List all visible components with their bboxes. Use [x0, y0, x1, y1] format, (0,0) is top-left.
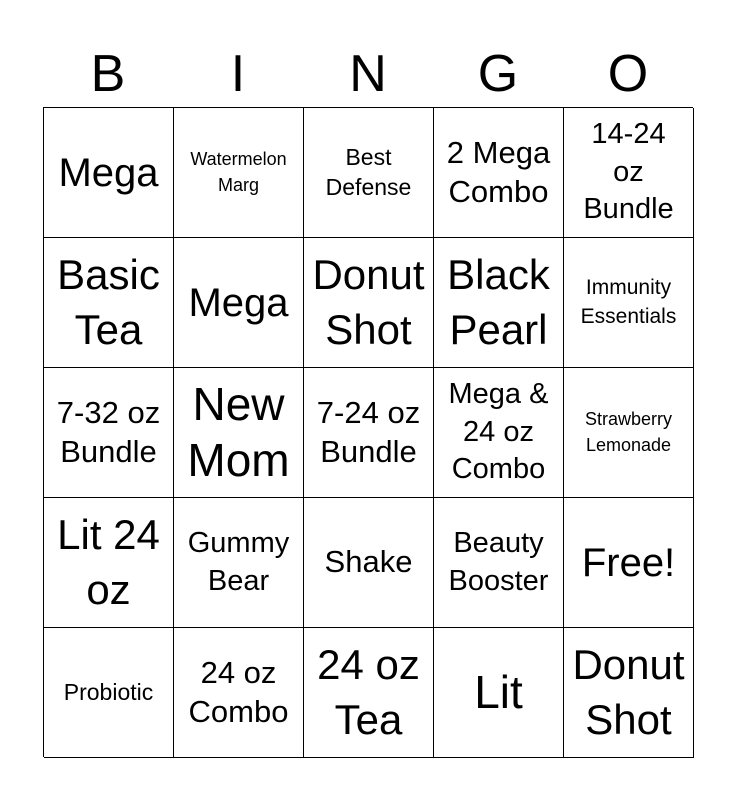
- bingo-cell[interactable]: [564, 368, 694, 498]
- header-letter-o: O: [607, 45, 649, 103]
- bingo-cell[interactable]: [434, 108, 564, 238]
- header-letter-n: N: [349, 45, 387, 103]
- bingo-cell[interactable]: [434, 368, 564, 498]
- bingo-cell[interactable]: [304, 108, 434, 238]
- cell-text: Donut Shot: [312, 250, 425, 353]
- bingo-cell[interactable]: [174, 368, 304, 498]
- cell-text: 24 oz Combo: [188, 654, 289, 729]
- cell-text: Gummy Bear: [187, 526, 290, 597]
- header-letter-g: G: [477, 45, 519, 103]
- cell-text: 7-32 oz Bundle: [56, 394, 161, 469]
- header-letter-b: B: [90, 45, 126, 103]
- cell-text: Mega & 24 oz Combo: [448, 377, 549, 486]
- bingo-cell[interactable]: [304, 628, 434, 758]
- cell-text: Mega: [58, 150, 159, 195]
- cell-text: Mega: [188, 280, 289, 325]
- bingo-cell[interactable]: [434, 628, 564, 758]
- bingo-cell[interactable]: [174, 628, 304, 758]
- bingo-cell[interactable]: [174, 238, 304, 368]
- bingo-cell[interactable]: [304, 498, 434, 628]
- cell-text: Donut Shot: [572, 640, 685, 743]
- bingo-cell[interactable]: [44, 628, 174, 758]
- cell-text: Basic Tea: [57, 250, 160, 353]
- cell-text: New Mom: [187, 378, 290, 486]
- bingo-cell[interactable]: [44, 498, 174, 628]
- bingo-cell[interactable]: [434, 238, 564, 368]
- bingo-cell[interactable]: [564, 238, 694, 368]
- bingo-cell[interactable]: [304, 238, 434, 368]
- cell-text: 24 oz Tea: [317, 640, 420, 743]
- bingo-cell[interactable]: [174, 498, 304, 628]
- bingo-cell[interactable]: [44, 368, 174, 498]
- bingo-cell[interactable]: [174, 108, 304, 238]
- bingo-cell[interactable]: [44, 108, 174, 238]
- bingo-cell[interactable]: [434, 498, 564, 628]
- bingo-cell[interactable]: [564, 628, 694, 758]
- cell-text: Black Pearl: [447, 250, 550, 353]
- cell-text: Immunity Essentials: [580, 276, 677, 328]
- cell-text: 14-24 oz Bundle: [583, 117, 674, 226]
- cell-text: 7-24 oz Bundle: [316, 394, 421, 469]
- header-letter-i: I: [230, 45, 246, 103]
- cell-text: Beauty Booster: [448, 526, 549, 597]
- cell-text: Best Defense: [325, 144, 412, 200]
- cell-text: Probiotic: [63, 678, 154, 705]
- cell-text: 2 Mega Combo: [446, 134, 551, 209]
- cell-text: Lit: [474, 665, 523, 718]
- cell-text: Strawberry Lemonade: [584, 409, 673, 455]
- cell-text: Lit 24 oz: [57, 510, 160, 613]
- cell-text: Shake: [324, 544, 413, 580]
- cell-text: Free!: [581, 540, 676, 585]
- bingo-header: [43, 40, 693, 108]
- free-space-cell[interactable]: [564, 498, 694, 628]
- bingo-cell[interactable]: [564, 108, 694, 238]
- bingo-cell[interactable]: [44, 238, 174, 368]
- bingo-board: [43, 107, 693, 757]
- cell-text: Watermelon Marg: [190, 149, 287, 195]
- bingo-cell[interactable]: [304, 368, 434, 498]
